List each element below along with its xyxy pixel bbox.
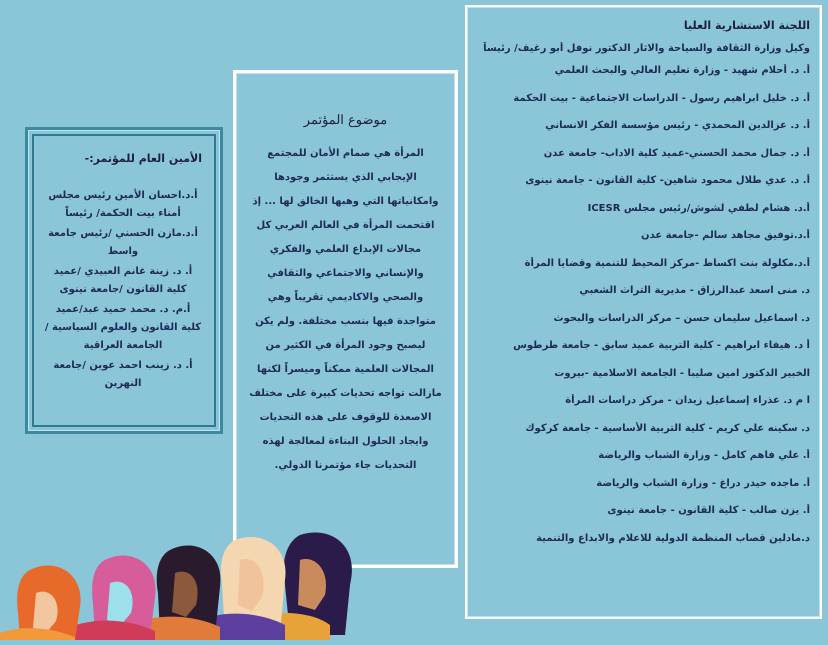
conference-topic-panel	[233, 70, 458, 568]
committee-title: اللجنة الاستشارية العليا	[683, 19, 810, 32]
woman-figure-1	[0, 565, 81, 640]
committee-member: د. منى اسعد عبدالرزاق - مديرية التراث الشعبي	[579, 285, 810, 296]
committee-member: أ. علي فاهم كامل - وزارة الشباب والرياضة	[598, 450, 810, 461]
committee-member: أ. ماجده حيدر دراغ - وزارة الشباب والرياضة	[596, 477, 810, 489]
committee-member: أ. د. عدي طلال محمود شاهين- كلية القانون - جامعة نينوى	[525, 175, 810, 186]
committee-member: أ.د.توفيق مجاهد سالم -جامعة عدن	[641, 230, 810, 241]
secretary-member: أ.د.احسان الأمين رئيس مجلس أمناء بيت الحكمة/ رئيساً	[48, 190, 198, 219]
secretary-title: الأمين العام للمؤتمر:-	[84, 152, 202, 165]
advisory-committee-panel	[465, 5, 822, 619]
committee-member: أ د. هيفاء ابراهيم - كلية التربية عميد سابق - جامعة طرطوس	[513, 340, 810, 351]
committee-member: ا م د. عذراء إسماعيل زيدان - مركز دراسات المرأة	[565, 395, 810, 406]
topic-title: موضوع المؤتمر	[303, 113, 388, 128]
topic-body: المرأة هي صمام الأمان للمجتمع الإيجابي الذي يستثمر وجودها وامكانياتها التي وهبها الخالق لها ... إذ اقتحمت المرأة في العالم العربي كل مجالات الإبداع العلمي والفكري والإنساني والاجتماعي والثقافي والصحي والاكاديمي تقريباً وهي متواجدة فيها بنسب مختلفة. ولم يكن ليصبح وجود المرأة في الكثير من المجالات العلمية ممكناً وميسراً لكنها مازالت تواجه تحديات كبيرة على مختلف الاصعدة للوقوف على هذه التحديات وايجاد الحلول البناءة لمعالجة لهذه التحديات جاء مؤتمرنا الدولي.	[249, 148, 442, 471]
secretary-inner-frame	[32, 134, 216, 427]
secretary-member: أ.د.مازن الحسني /رئيس جامعة واسط	[48, 228, 198, 257]
women-illustration	[0, 515, 360, 640]
committee-member: د. اسماعيل سليمان حسن – مركز الدراسات والبحوث	[553, 312, 810, 324]
committee-member: د. سكينه علي كريم - كلية التربية الأساسية - جامعة كركوك	[525, 422, 810, 434]
committee-list	[475, 42, 810, 559]
committee-member: أ. د. أحلام شهيد - وزارة تعليم العالي والبحث العلمي	[554, 65, 810, 76]
secretary-list	[44, 187, 202, 393]
committee-member: أ. د. خليل ابراهيم رسول - الدراسات الاجتماعية - بيت الحكمة	[513, 92, 810, 104]
secretary-member: أ. د. زينب احمد عوين /جامعة النهرين	[53, 360, 193, 389]
committee-member: أ. يزن صالب - كلية القانون - جامعة نينوى	[607, 505, 810, 516]
committee-member: وكيل وزارة الثقافة والسياحة والاثار الدكتور نوفل أبو رغيف/ رئيساً	[483, 43, 810, 54]
secretary-member: أ.م. د. محمد حميد عبد/عميد كلية القانون والعلوم السياسية / الجامعة العراقية	[44, 304, 202, 351]
committee-member: أ. د. عزالدين المحمدي - رئيس مؤسسة الفكر الانساني	[545, 120, 810, 131]
committee-member: أ. د. جمال محمد الحسني-عميد كلية الاداب- جامعة عدن	[543, 147, 810, 159]
committee-member: الخبير الدكتور امين صليبا - الجامعة الاسلامية -بيروت	[554, 367, 810, 379]
secretary-general-panel	[25, 127, 223, 434]
committee-member: أ.د.مكلولة بنت اكساط -مركز المحيط للتنمية وقضايا المرأة	[524, 257, 810, 269]
committee-member: أ.د. هشام لطفي لشوش/رئيس مجلس ICESR	[587, 202, 810, 214]
secretary-member: أ. د. زينة غانم العبيدي /عميد كلية القانون /جامعة نينوى	[53, 266, 193, 295]
committee-member: د.مادلين قصاب المنظمة الدولية للاعلام والابداع والتنمية	[536, 532, 810, 544]
